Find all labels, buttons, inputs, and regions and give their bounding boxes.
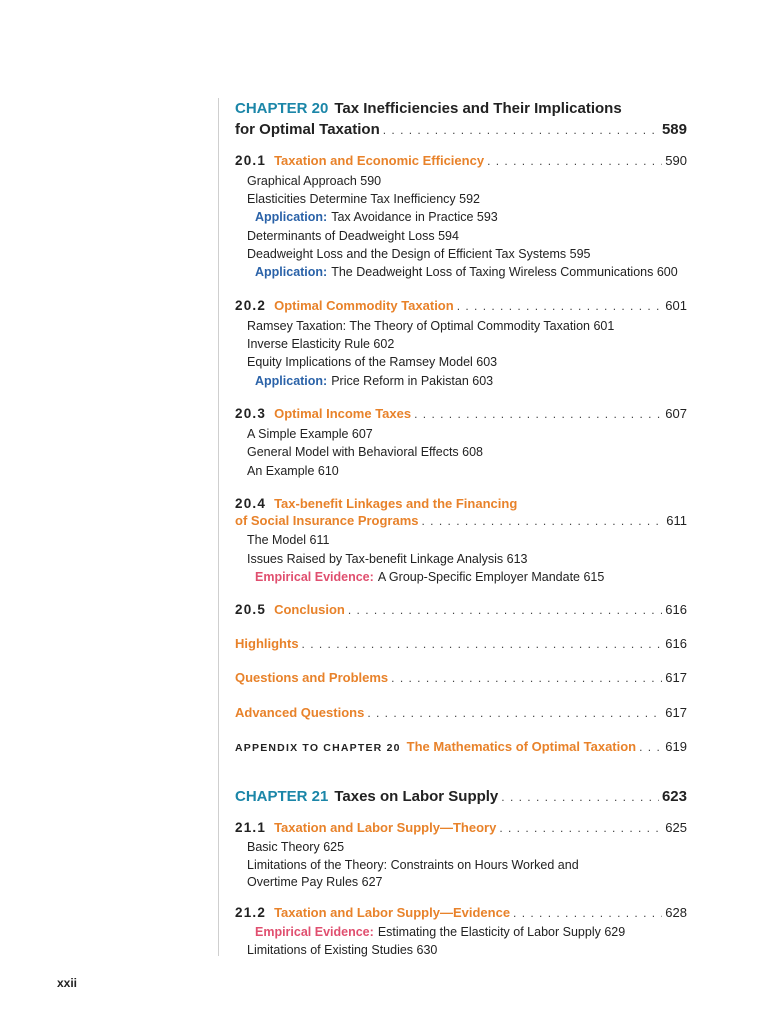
- entry-text: Estimating the Elasticity of Labor Supply 629: [377, 925, 626, 939]
- appendix-label: APPENDIX TO CHAPTER 20: [235, 742, 401, 754]
- section-title: Questions and Problems: [235, 670, 389, 685]
- section-title: Highlights: [235, 636, 299, 651]
- entry-text: Price Reform in Pakistan 603: [331, 374, 494, 388]
- section-title: Taxation and Economic Efficiency: [274, 153, 485, 168]
- dot-leader: [391, 671, 662, 685]
- section-20-1[interactable]: [235, 153, 687, 168]
- appendix-entry[interactable]: [235, 739, 687, 754]
- toc-entry[interactable]: Overtime Pay Rules 627: [247, 875, 383, 889]
- application-label: Application:: [255, 210, 328, 224]
- section-number: 20.1: [235, 153, 267, 168]
- chapter-label: CHAPTER 21: [235, 788, 329, 805]
- section-number: 21.2: [235, 905, 267, 920]
- section-20-5[interactable]: [235, 602, 687, 617]
- application-label: Application:: [255, 265, 328, 279]
- section-number: 20.2: [235, 298, 267, 313]
- entry-text: Tax Avoidance in Practice 593: [331, 210, 498, 224]
- page-ref: 625: [665, 820, 687, 835]
- empirical-evidence-label: Empirical Evidence:: [255, 925, 374, 939]
- section-20-3[interactable]: [235, 406, 687, 421]
- section-title: Optimal Commodity Taxation: [274, 298, 454, 313]
- dot-leader: [367, 706, 662, 720]
- page-ref: 628: [665, 905, 687, 920]
- toc-entry[interactable]: Determinants of Deadweight Loss 594: [247, 229, 459, 243]
- section-number: 20.5: [235, 602, 267, 617]
- dot-leader: [414, 407, 662, 421]
- toc-entry-application[interactable]: [255, 265, 678, 279]
- toc-entry-empirical[interactable]: [255, 925, 625, 939]
- section-title: Conclusion: [274, 602, 345, 617]
- empirical-evidence-label: Empirical Evidence:: [255, 570, 374, 584]
- toc-entry[interactable]: The Model 611: [247, 533, 330, 547]
- chapter-label: CHAPTER 20: [235, 100, 329, 117]
- section-20-4[interactable]: [235, 496, 687, 511]
- section-20-4-cont[interactable]: [235, 513, 687, 528]
- advanced-questions-entry[interactable]: [235, 705, 687, 720]
- application-label: Application:: [255, 374, 328, 388]
- section-number: 20.4: [235, 496, 267, 511]
- section-title: Taxation and Labor Supply—Evidence: [274, 905, 511, 920]
- toc-entry[interactable]: An Example 610: [247, 464, 339, 478]
- dot-leader: [348, 603, 662, 617]
- section-title: Tax-benefit Linkages and the Financing: [274, 496, 518, 511]
- entry-text: A Group-Specific Employer Mandate 615: [377, 570, 605, 584]
- page-ref: 607: [665, 406, 687, 421]
- dot-leader: [513, 906, 662, 920]
- toc-entry[interactable]: Inverse Elasticity Rule 602: [247, 337, 395, 351]
- page-ref: 590: [665, 153, 687, 168]
- dot-leader: [457, 299, 663, 313]
- page-ref: 623: [661, 788, 687, 805]
- page-ref: 589: [661, 121, 687, 138]
- dot-leader: [639, 740, 662, 754]
- section-21-1[interactable]: [235, 820, 687, 835]
- toc-entry[interactable]: Basic Theory 625: [247, 840, 345, 854]
- section-title: Advanced Questions: [235, 705, 365, 720]
- toc-entry[interactable]: General Model with Behavioral Effects 608: [247, 445, 484, 459]
- toc-entry[interactable]: Elasticities Determine Tax Inefficiency 592: [247, 192, 480, 206]
- toc-entry[interactable]: Limitations of Existing Studies 630: [247, 943, 438, 957]
- toc-entry[interactable]: Graphical Approach 590: [247, 174, 382, 188]
- toc-entry[interactable]: Ramsey Taxation: The Theory of Optimal Commodity Taxation 601: [247, 319, 615, 333]
- dot-leader: [383, 123, 659, 137]
- section-number: 20.3: [235, 406, 267, 421]
- chapter-title: Taxes on Labor Supply: [334, 788, 499, 805]
- section-21-2[interactable]: [235, 905, 687, 920]
- toc-entry-empirical[interactable]: [255, 570, 604, 584]
- page-ref: 617: [665, 705, 687, 720]
- section-number: 21.1: [235, 820, 267, 835]
- page-ref: 616: [665, 602, 687, 617]
- chapter-20-heading[interactable]: [235, 100, 687, 117]
- toc-entry[interactable]: A Simple Example 607: [247, 427, 373, 441]
- section-title: of Social Insurance Programs: [235, 513, 419, 528]
- dot-leader: [302, 637, 663, 651]
- chapter-20-heading-cont[interactable]: [235, 121, 687, 138]
- page-ref: 611: [666, 513, 687, 528]
- toc-entry[interactable]: Equity Implications of the Ramsey Model 603: [247, 355, 498, 369]
- dot-leader: [501, 790, 659, 804]
- chapter-title: for Optimal Taxation: [235, 121, 380, 138]
- toc-entry-application[interactable]: [255, 210, 498, 224]
- page-ref: 601: [665, 298, 687, 313]
- highlights-entry[interactable]: [235, 636, 687, 651]
- toc-entry[interactable]: Limitations of the Theory: Constraints on Hours Worked and: [247, 858, 579, 872]
- page-ref: 616: [665, 636, 687, 651]
- toc-entry[interactable]: Issues Raised by Tax-benefit Linkage Analysis 613: [247, 552, 528, 566]
- section-title: Optimal Income Taxes: [274, 406, 412, 421]
- dot-leader: [422, 514, 664, 528]
- page-ref: 619: [665, 739, 687, 754]
- dot-leader: [487, 154, 662, 168]
- section-20-2[interactable]: [235, 298, 687, 313]
- margin-rule: [218, 98, 219, 956]
- page-number: xxii: [57, 976, 78, 990]
- page-ref: 617: [665, 670, 687, 685]
- questions-entry[interactable]: [235, 670, 687, 685]
- toc-entry-application[interactable]: [255, 374, 493, 388]
- section-title: Taxation and Labor Supply—Theory: [274, 820, 497, 835]
- chapter-21-heading[interactable]: [235, 788, 687, 805]
- entry-text: The Deadweight Loss of Taxing Wireless Communications 600: [331, 265, 678, 279]
- dot-leader: [499, 821, 662, 835]
- chapter-title: Tax Inefficiencies and Their Implications: [334, 100, 622, 117]
- toc-entry[interactable]: Deadweight Loss and the Design of Efficient Tax Systems 595: [247, 247, 591, 261]
- section-title: The Mathematics of Optimal Taxation: [406, 739, 637, 754]
